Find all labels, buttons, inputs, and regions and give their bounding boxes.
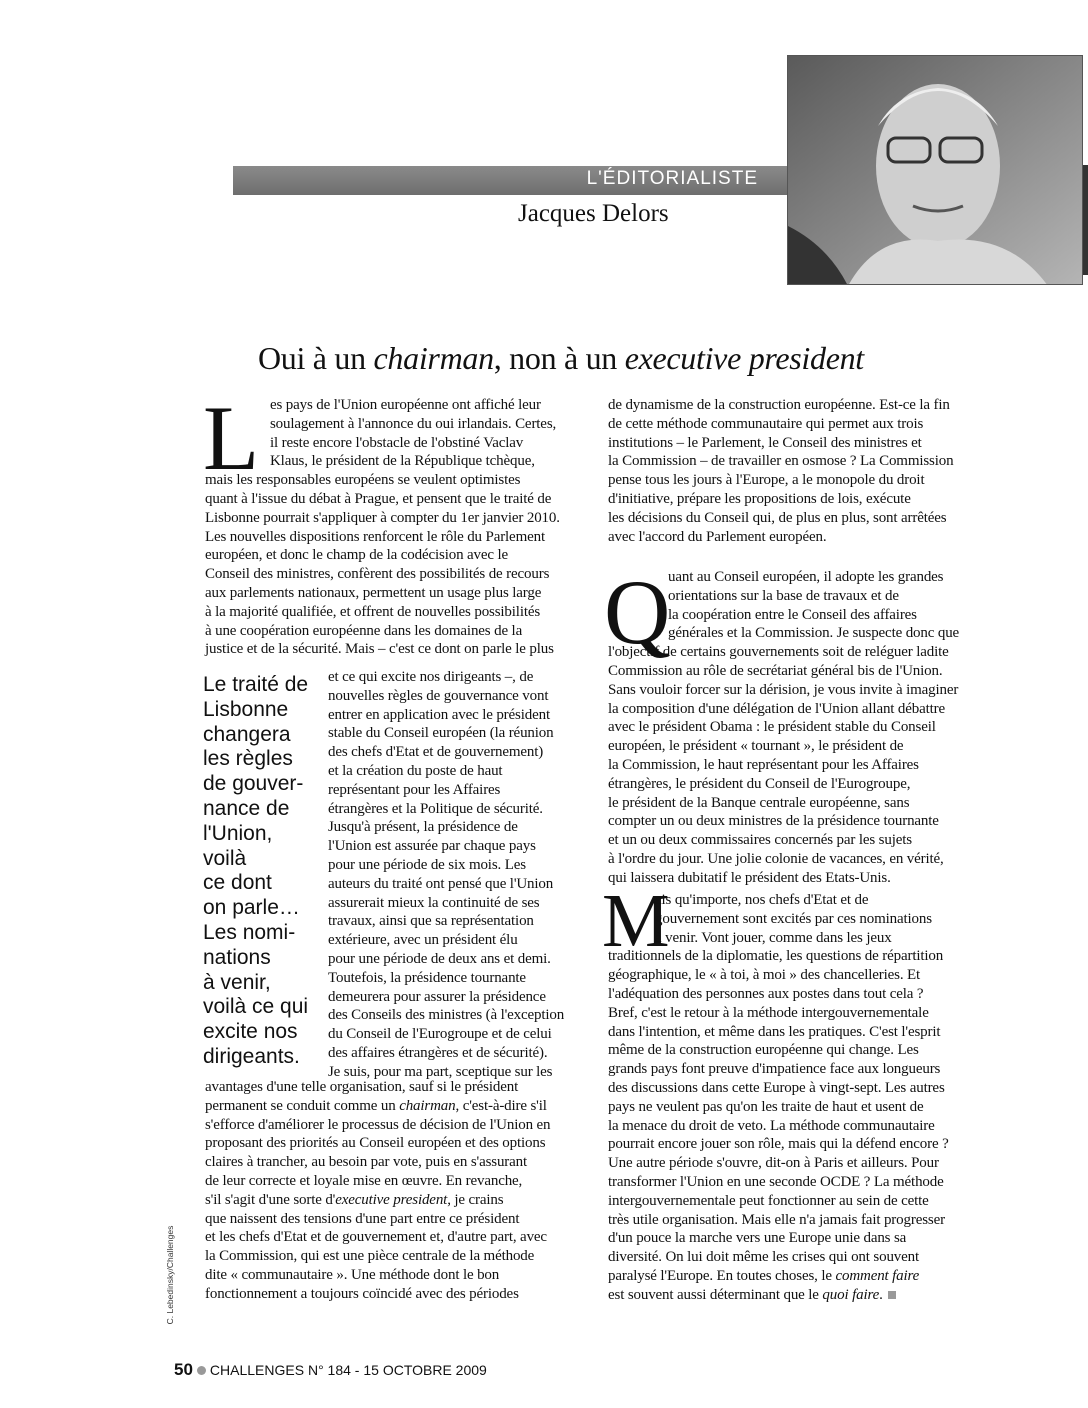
- text-line: pour une période de deux ans et demi.: [328, 950, 551, 967]
- text-line: entrer en application avec le président: [328, 706, 550, 723]
- text-line: à venir. Vont jouer, comme dans les jeux: [655, 929, 892, 946]
- text-line: nouvelles règles de gouvernance vont: [328, 687, 549, 704]
- text-line: institutions – le Parlement, le Conseil des ministres et: [608, 434, 922, 451]
- text-line: aux parlements nationaux, permettent un usage plus large: [205, 584, 542, 601]
- text-line: Je suis, pour ma part, sceptique sur les: [328, 1063, 553, 1080]
- text-line: européen, et donc le champ de la codécision avec le: [205, 547, 509, 564]
- text-line: d'un pouce la marche vers une Europe unie dans sa: [608, 1230, 907, 1247]
- text-line: Toutefois, la présidence tournante: [328, 969, 526, 986]
- text-line: l'adéquation des personnes aux postes dans tout cela ?: [608, 985, 924, 1002]
- author-photo: [787, 55, 1083, 285]
- pull-quote-line: nations: [203, 945, 271, 969]
- text-line: orientations sur la base de travaux et de: [668, 587, 899, 604]
- text-line: transformer l'Union en une seconde OCDE ? La méthode: [608, 1173, 944, 1190]
- text-line: diversité. On lui doit même les crises qui ont souvent: [608, 1249, 920, 1266]
- drop-cap: L: [203, 387, 260, 489]
- text-line: paralysé l'Europe. En toutes choses, le comment faire: [608, 1267, 920, 1284]
- text-line: même de la construction européenne qui change. Les: [608, 1042, 919, 1059]
- pull-quote: [203, 673, 308, 1070]
- title-italic: executive president: [624, 340, 864, 376]
- text-line: des Conseils des ministres (à l'exception: [328, 1007, 565, 1024]
- text-line: de leur correcte et loyale mise en œuvre. En revanche,: [205, 1172, 523, 1189]
- text-line: extérieure, avec un président élu: [328, 932, 518, 949]
- text-line: de cette méthode communautaire qui permet aux trois: [608, 415, 924, 432]
- text-line: que naissent des tensions d'une part entre ce président: [205, 1210, 520, 1227]
- text-line: justice et de la sécurité. Mais – c'est ce dont on parle le plus: [205, 641, 554, 658]
- text-line: et ce qui excite nos dirigeants –, de: [328, 669, 534, 685]
- page-footer: [174, 1360, 487, 1380]
- text-line: la coopération entre le Conseil des affaires: [668, 606, 917, 623]
- text-line: Commission au rôle de secrétariat général bis de l'Union.: [608, 662, 943, 679]
- publication-info: CHALLENGES N° 184 - 15 OCTOBRE 2009: [209, 1362, 487, 1378]
- text-line: grands pays font preuve d'impatience face aux longueurs: [608, 1061, 941, 1078]
- text-line: générales et la Commission. Je suspecte donc que: [668, 625, 960, 642]
- text-line: la Commission, le haut représentant pour les Affaires: [608, 756, 919, 773]
- text-line: la composition d'une délégation de l'Union allant débattre: [608, 700, 946, 717]
- text-line: représentant pour les Affaires: [328, 781, 501, 798]
- text-line: des chefs d'Etat et de gouvernement): [328, 744, 544, 761]
- text-line: compter un ou deux ministres de la présidence tournante: [608, 813, 939, 830]
- text-line: dans l'intention, et même dans les pratiques. C'est l'esprit: [608, 1023, 941, 1040]
- title-text: Oui à un: [258, 340, 374, 376]
- text-line: Les nouvelles dispositions renforcent le rôle du Parlement: [205, 528, 545, 545]
- end-square-icon: [888, 1291, 896, 1299]
- text-line: qui laissera dubitatif le président des Etats-Unis.: [608, 869, 891, 886]
- text-line: intergouvernementale peut fonctionner au sein de cette: [608, 1192, 929, 1209]
- text-line: l'Union est assurée par chaque pays: [328, 838, 536, 855]
- text-line: très utile organisation. Mais elle n'a jamais fait progresser: [608, 1211, 945, 1228]
- text-line: pense tous les jours à l'Europe, a le monopole du droit: [608, 472, 925, 489]
- body-text-right-p2: [608, 568, 959, 888]
- pull-quote-line: voilà: [203, 846, 247, 870]
- text-line: et la création du poste de haut: [328, 762, 503, 779]
- text-line: mais les responsables européens se veulent optimistes: [205, 472, 521, 489]
- text-line: auteurs du traité ont pensé que l'Union: [328, 875, 554, 892]
- pull-quote-line: à venir,: [203, 970, 271, 994]
- text-line: uant au Conseil européen, il adopte les grandes: [668, 569, 944, 585]
- text-line: le président de la Banque centrale européenne, sans: [608, 794, 910, 811]
- text-line: géographique, le « à toi, à moi » des chancelleries. Et: [608, 967, 921, 984]
- text-line: et les chefs d'Etat et de gouvernement et, d'autre part, avec: [205, 1229, 547, 1246]
- text-line: fonctionnement a toujours coïncidé avec des périodes: [205, 1285, 519, 1302]
- pull-quote-line: dirigeants.: [203, 1044, 300, 1068]
- text-line: d'initiative, prépare les propositions de lois, exécute: [608, 490, 911, 507]
- drop-cap: M: [602, 879, 670, 963]
- text-line: travaux, ainsi que sa représentation: [328, 913, 534, 930]
- pull-quote-line: les règles: [203, 747, 293, 771]
- author-name: Jacques Delors: [518, 200, 669, 227]
- text-line: l'objectif de certains gouvernements soit de reléguer ladite: [608, 644, 949, 661]
- text-line: à l'ordre du jour. Une jolie colonie de vacances, en vérité,: [608, 850, 944, 867]
- text-line: s'efforce d'améliorer le processus de décision de l'Union en: [205, 1116, 551, 1133]
- pull-quote-line: Les nomi-: [203, 920, 296, 944]
- section-label: L'ÉDITORIALISTE: [586, 168, 758, 189]
- text-line: européen, le président « tournant », le président de: [608, 738, 904, 755]
- pull-quote-line: nance de: [203, 796, 290, 820]
- title-text: , non à un: [493, 340, 625, 376]
- text-line: il reste encore l'obstacle de l'obstiné Vaclav: [270, 434, 524, 451]
- text-line: du Conseil de l'Eurogroupe et de celui: [328, 1026, 552, 1043]
- body-text-right-p1: [608, 396, 953, 546]
- text-line: dite « communautaire ». Une méthode dont le bon: [205, 1266, 500, 1283]
- text-line: Lisbonne pourrait s'appliquer à compter du 1er janvier 2010.: [205, 509, 560, 526]
- bullet-dot-icon: [197, 1366, 206, 1375]
- text-line: des affaires étrangères et de sécurité).: [328, 1044, 548, 1061]
- text-line: la menace du droit de veto. La méthode communautaire: [608, 1117, 935, 1134]
- text-line: Bref, c'est le retour à la méthode intergouvernementale: [608, 1004, 929, 1021]
- text-line: Conseil des ministres, confèrent des possibilités de recours: [205, 566, 550, 583]
- body-text-left-narrow: [328, 668, 564, 1082]
- text-line: proposant des priorités au Conseil européen et des options: [205, 1135, 546, 1152]
- pull-quote-line: ce dont: [203, 871, 272, 895]
- text-line: quant à l'issue du débat à Prague, et pensent que le traité de: [205, 490, 552, 507]
- pull-quote-line: on parle…: [203, 896, 300, 920]
- text-line: stable du Conseil européen (la réunion: [328, 725, 554, 742]
- title-italic: chairman: [373, 340, 494, 376]
- text-line: traditionnels de la diplomatie, les questions de répartition: [608, 948, 944, 965]
- pull-quote-line: excite nos: [203, 1020, 298, 1044]
- text-line: demeurera pour assurer la présidence: [328, 988, 546, 1005]
- text-line: et un ou deux commissaires concernés par les sujets: [608, 832, 912, 849]
- article-title: [258, 340, 864, 377]
- text-line: Une autre période s'ouvre, dit-on à Paris et ailleurs. Pour: [608, 1155, 939, 1172]
- text-line: pour une période de six mois. Les: [328, 856, 526, 873]
- text-line: la Commission, qui est une pièce centrale de la méthode: [205, 1248, 535, 1265]
- pull-quote-line: changera: [203, 722, 291, 746]
- text-line: à une coopération européenne dans les domaines de la: [205, 622, 523, 639]
- text-line: est souvent aussi déterminant que le quoi faire.: [608, 1286, 949, 1305]
- text-line: permanent se conduit comme un chairman, c'est-à-dire s'il: [205, 1097, 547, 1114]
- text-line: es pays de l'Union européenne ont affiché leur: [270, 397, 541, 413]
- pull-quote-line: voilà ce qui: [203, 995, 309, 1019]
- body-text-left-end: [205, 1078, 550, 1304]
- text-line: claires à trancher, au besoin par vote, puis en s'assurant: [205, 1154, 528, 1171]
- text-line: avec le président Obama : le président stable du Conseil: [608, 719, 936, 736]
- text-line: avec l'accord du Parlement européen.: [608, 528, 827, 545]
- text-line: pays ne veulent pas qu'on les traite de haut et usent de: [608, 1098, 924, 1115]
- text-line: gouvernement sont excités par ces nominations: [655, 910, 932, 927]
- text-line: de dynamisme de la construction européenne. Est-ce la fin: [608, 397, 950, 413]
- pull-quote-line: Le traité de: [203, 673, 309, 696]
- body-text-left-intro: [203, 387, 560, 659]
- pull-quote-line: l'Union,: [203, 821, 273, 845]
- text-line: s'il s'agit d'une sorte d'executive president, je crains: [205, 1191, 504, 1208]
- text-line: Jusqu'à présent, la présidence de: [328, 819, 518, 836]
- page-number: 50: [174, 1360, 193, 1379]
- text-line: des discussions dans cette Europe à vingt-sept. Les autres: [608, 1079, 945, 1096]
- portrait-image: [788, 56, 1083, 285]
- text-line: assurerait mieux la continuité de ses: [328, 894, 540, 911]
- text-line: pourrait encore jouer son rôle, mais qui la défend encore ?: [608, 1136, 949, 1153]
- text-line: la Commission – de travailler en osmose ? La Commission: [608, 453, 954, 470]
- pull-quote-line: de gouver-: [203, 772, 304, 796]
- text-line: ais qu'importe, nos chefs d'Etat et de: [655, 892, 869, 908]
- photo-credit: C. Lebedinsky/Challenges: [165, 1225, 175, 1325]
- text-line: avantages d'une telle organisation, sauf si le président: [205, 1079, 519, 1095]
- text-line: les décisions du Conseil qui, de plus en plus, sont arrêtées: [608, 509, 947, 526]
- text-line: étrangères, le président du Conseil de l'Eurogroupe,: [608, 775, 911, 792]
- text-line: soulagement à l'annonce du oui irlandais. Certes,: [270, 415, 557, 432]
- drop-cap: Q: [604, 561, 671, 663]
- pull-quote-line: Lisbonne: [203, 697, 289, 721]
- text-line: à la majorité qualifiée, et offrent de nouvelles possibilités: [205, 603, 541, 620]
- text-line: étrangères et la Politique de sécurité.: [328, 800, 543, 817]
- body-text-right-p3: [608, 891, 949, 1305]
- text-line: Sans vouloir forcer sur la dérision, je vous invite à imaginer: [608, 681, 959, 698]
- text-line: Klaus, le président de la République tchèque,: [270, 453, 535, 470]
